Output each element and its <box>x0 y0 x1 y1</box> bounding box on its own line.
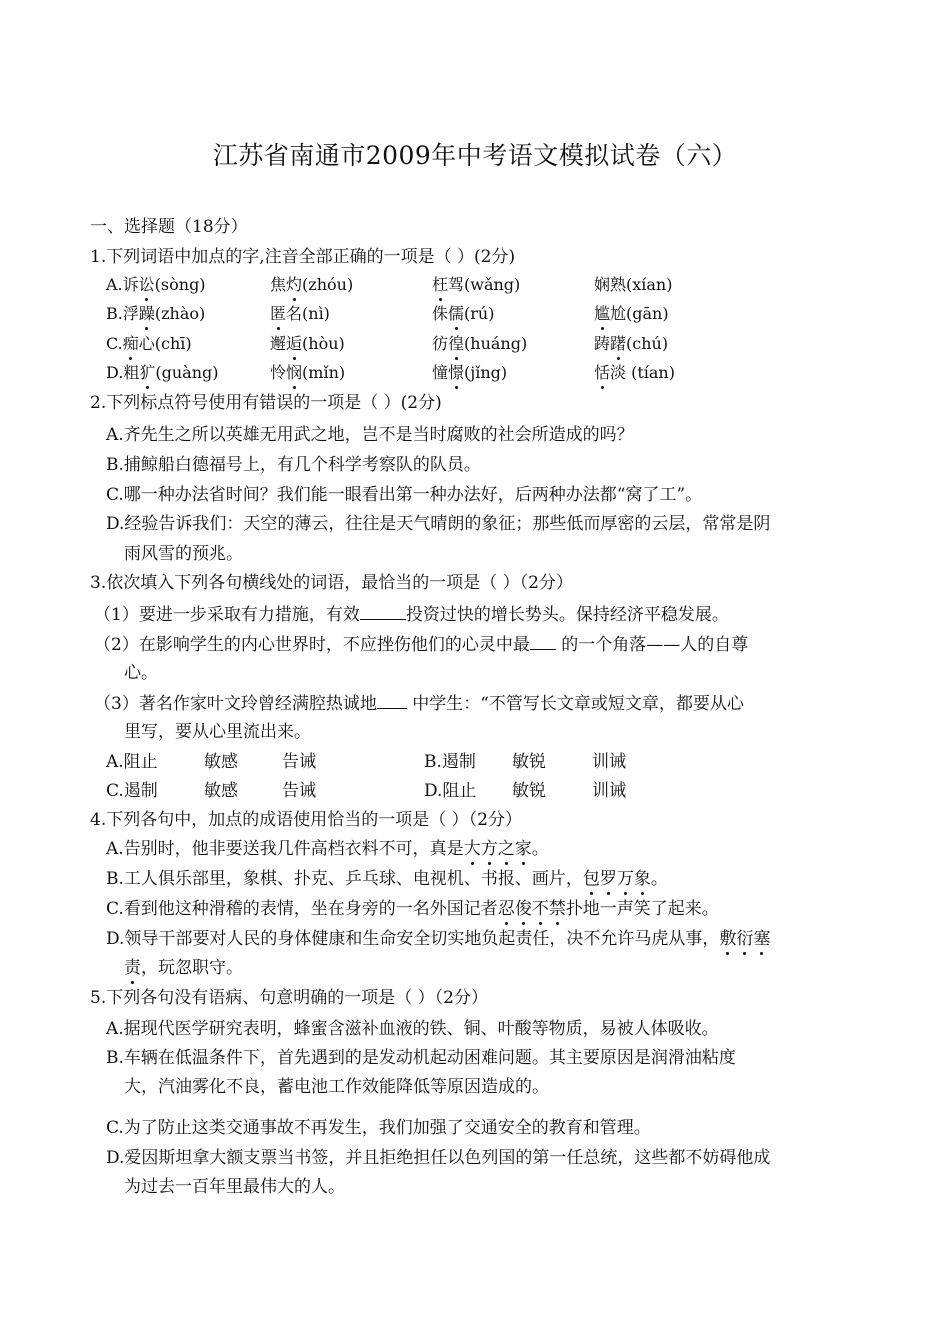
q3-option-b-1: B.遏制 <box>424 752 476 772</box>
emphasis-dot: 万 <box>616 869 634 889</box>
q1-row-d-4: 恬淡 (tían) <box>594 363 675 382</box>
q5-stem: 5.下列各句没有语病、句意明确的一项是（ ）（2分） <box>90 988 488 1008</box>
q2-stem: 2.下列标点符号使用有错误的一项是（ ）(2分) <box>90 393 442 413</box>
q1-stem: 1.下列词语中加点的字,注音全部正确的一项是（ ）(2分) <box>90 247 516 267</box>
q3-option-b-2: 敏锐 <box>512 752 546 772</box>
q3-option-c-1: C.遏制 <box>106 781 158 801</box>
emphasis-dot: 憬 <box>448 363 465 382</box>
q3-option-d-3: 训诫 <box>592 781 626 801</box>
q4-option-d-cont: 责，玩忽职守。 <box>124 958 243 978</box>
q5-option-a: A.据现代医学研究表明，蜂蜜含滋补血液的铁、铜、叶酸等物质，易被人体吸收。 <box>106 1019 719 1039</box>
q1-row-b-1: B.浮躁(zhào) <box>106 304 206 323</box>
q4-option-a: A.告别时，他非要送我几件高档衣料不可，真是大方之家。 <box>106 839 549 859</box>
q1-row-a-1: A.诉讼(sòng) <box>106 275 206 294</box>
q4-stem: 4.下列各句中，加点的成语使用恰当的一项是（ ）（2分） <box>90 810 522 830</box>
emphasized-idiom <box>719 929 770 949</box>
q1-row-d-2: 怜悯(mǐn) <box>270 363 346 382</box>
q3-sentence-2: （2）在影响学生的内心世界时，不应挫伤他们的心灵中最 的一个角落——人的自尊 <box>94 635 749 655</box>
emphasis-dot: 方 <box>480 839 498 859</box>
q1-row-c-1: C.痴心(chī) <box>106 334 192 353</box>
q1-row-c-3: 彷徨(huáng) <box>432 334 528 353</box>
emphasis-dot: 逅 <box>286 334 303 353</box>
emphasis-dot: 躇 <box>610 334 627 353</box>
q2-option-b: B.捕鲸船白德福号上，有几个科学考察队的队员。 <box>106 455 481 475</box>
emphasis-dot: 不 <box>531 899 549 919</box>
q4-option-c: C.看到他这种滑稽的表情，坐在身旁的一名外国记者忍俊不禁扑地一声笑了起来。 <box>106 899 719 919</box>
q2-option-a: A.齐先生之所以英雄无用武之地，岂不是当时腐败的社会所造成的吗？ <box>106 425 634 445</box>
q3-option-d-2: 敏锐 <box>512 781 546 801</box>
emphasized-idiom <box>464 839 532 859</box>
emphasis-dot: 敷 <box>719 929 737 949</box>
emphasis-dot: 塞 <box>753 929 771 949</box>
emphasis-dot: 罗 <box>599 869 617 889</box>
emphasis-dot: 家 <box>514 839 532 859</box>
emphasis-dot: 犷 <box>139 363 156 382</box>
q1-row-a-3: 枉驾(wǎng) <box>432 275 521 294</box>
q1-row-a-4: 娴熟(xían) <box>594 275 673 294</box>
emphasis-dot: 灼 <box>286 275 303 294</box>
q3-sentence-3: （3）著名作家叶文玲曾经满腔热诚地 中学生：“不管写长文章或短文章，都要从心 <box>94 694 744 714</box>
emphasis-dot: 之 <box>497 839 515 859</box>
emphasized-idiom <box>583 869 651 889</box>
q2-option-d: D.经验告诉我们：天空的薄云，往往是天气晴朗的象征；那些低而厚密的云层，常常是阴 <box>106 514 771 534</box>
fill-blank <box>360 603 406 620</box>
q1-row-a-2: 焦灼(zhóu) <box>270 275 354 294</box>
q3-option-a-3: 告诫 <box>282 752 316 772</box>
emphasized-idiom: 责 <box>124 958 141 978</box>
emphasis-dot: 匿 <box>270 304 287 323</box>
emphasis-dot: 大 <box>463 839 481 859</box>
q3-option-c-3: 告诫 <box>282 781 316 801</box>
q3-option-a-1: A.阻止 <box>106 752 158 772</box>
emphasis-dot: 悯 <box>286 363 303 382</box>
q3-option-d-1: D.阻止 <box>424 781 477 801</box>
emphasis-dot: 俊 <box>514 899 532 919</box>
q1-row-b-4: 尴尬(gān) <box>594 304 669 323</box>
emphasis-dot: 痴 <box>122 334 139 353</box>
fill-blank <box>530 633 556 650</box>
emphasis-dot: 恬 <box>594 363 611 382</box>
emphasis-dot: 衍 <box>736 929 754 949</box>
emphasis-dot: 禁 <box>548 899 566 919</box>
emphasis-dot: 躁 <box>138 304 155 323</box>
emphasis-dot: 包 <box>582 869 600 889</box>
emphasis-dot: 象 <box>633 869 651 889</box>
q3-stem: 3.依次填入下列各句横线处的词语，最恰当的一项是（ ）（2分） <box>90 573 573 593</box>
q5-option-d-cont: 为过去一百年里最伟大的人。 <box>124 1177 345 1197</box>
fill-blank <box>377 692 407 709</box>
q2-option-d-cont: 雨风雪的预兆。 <box>124 544 243 564</box>
q1-row-c-2: 邂逅(hòu) <box>270 334 345 353</box>
emphasis-dot: 徨 <box>448 334 465 353</box>
q5-option-b-cont: 大，汽油雾化不良，蓄电池工作效能降低等原因造成的。 <box>124 1077 549 1097</box>
emphasis-dot: 忍 <box>497 899 515 919</box>
emphasis-dot: 枉 <box>432 275 449 294</box>
q3-sentence-2-cont: 心。 <box>124 663 158 683</box>
q2-option-c: C.哪一种办法省时间？我们能一眼看出第一种办法好，后两种办法都“窝了工”。 <box>106 485 703 505</box>
q4-option-b: B.工人俱乐部里，象棋、扑克、乒乓球、电视机、书报、画片，包罗万象。 <box>106 869 668 889</box>
q3-option-a-2: 敏感 <box>204 752 238 772</box>
emphasis-dot: 儒 <box>448 304 465 323</box>
q1-row-b-2: 匿名(nì) <box>270 304 330 323</box>
q5-option-d: D.爱因斯坦拿大额支票当书签，并且拒绝担任以色列国的第一任总统，这些都不妨碍他成 <box>106 1148 771 1168</box>
q1-row-d-3: 憧憬(jǐng) <box>432 363 508 382</box>
emphasis-dot: 尴 <box>594 304 611 323</box>
q3-sentence-1: （1）要进一步采取有力措施，有效 投资过快的增长势头。保持经济平稳发展。 <box>94 605 729 625</box>
q3-option-b-3: 训诫 <box>592 752 626 772</box>
section-heading: 一、选择题（18分） <box>90 217 248 237</box>
q3-sentence-3-cont: 里写，要从心里流出来。 <box>124 722 311 742</box>
q1-row-c-4: 踌躇(chú) <box>594 334 669 353</box>
q1-row-d-1: D.粗犷(guàng) <box>106 363 219 382</box>
q3-option-c-2: 敏感 <box>204 781 238 801</box>
q5-option-b: B.车辆在低温条件下，首先遇到的是发动机起动困难问题。其主要原因是润滑油粘度 <box>106 1048 736 1068</box>
q5-option-c: C.为了防止这类交通事故不再发生，我们加强了交通安全的教育和管理。 <box>106 1118 651 1138</box>
emphasis-dot: 讼 <box>138 275 155 294</box>
emphasized-idiom <box>498 899 566 919</box>
page-title: 江苏省南通市2009年中考语文模拟试卷（六） <box>212 141 738 170</box>
q1-row-b-3: 侏儒(rú) <box>432 304 495 323</box>
q4-option-d: D.领导干部要对人民的身体健康和生命安全切实地负起责任，决不允许马虎从事，敷衍塞 <box>106 929 771 949</box>
